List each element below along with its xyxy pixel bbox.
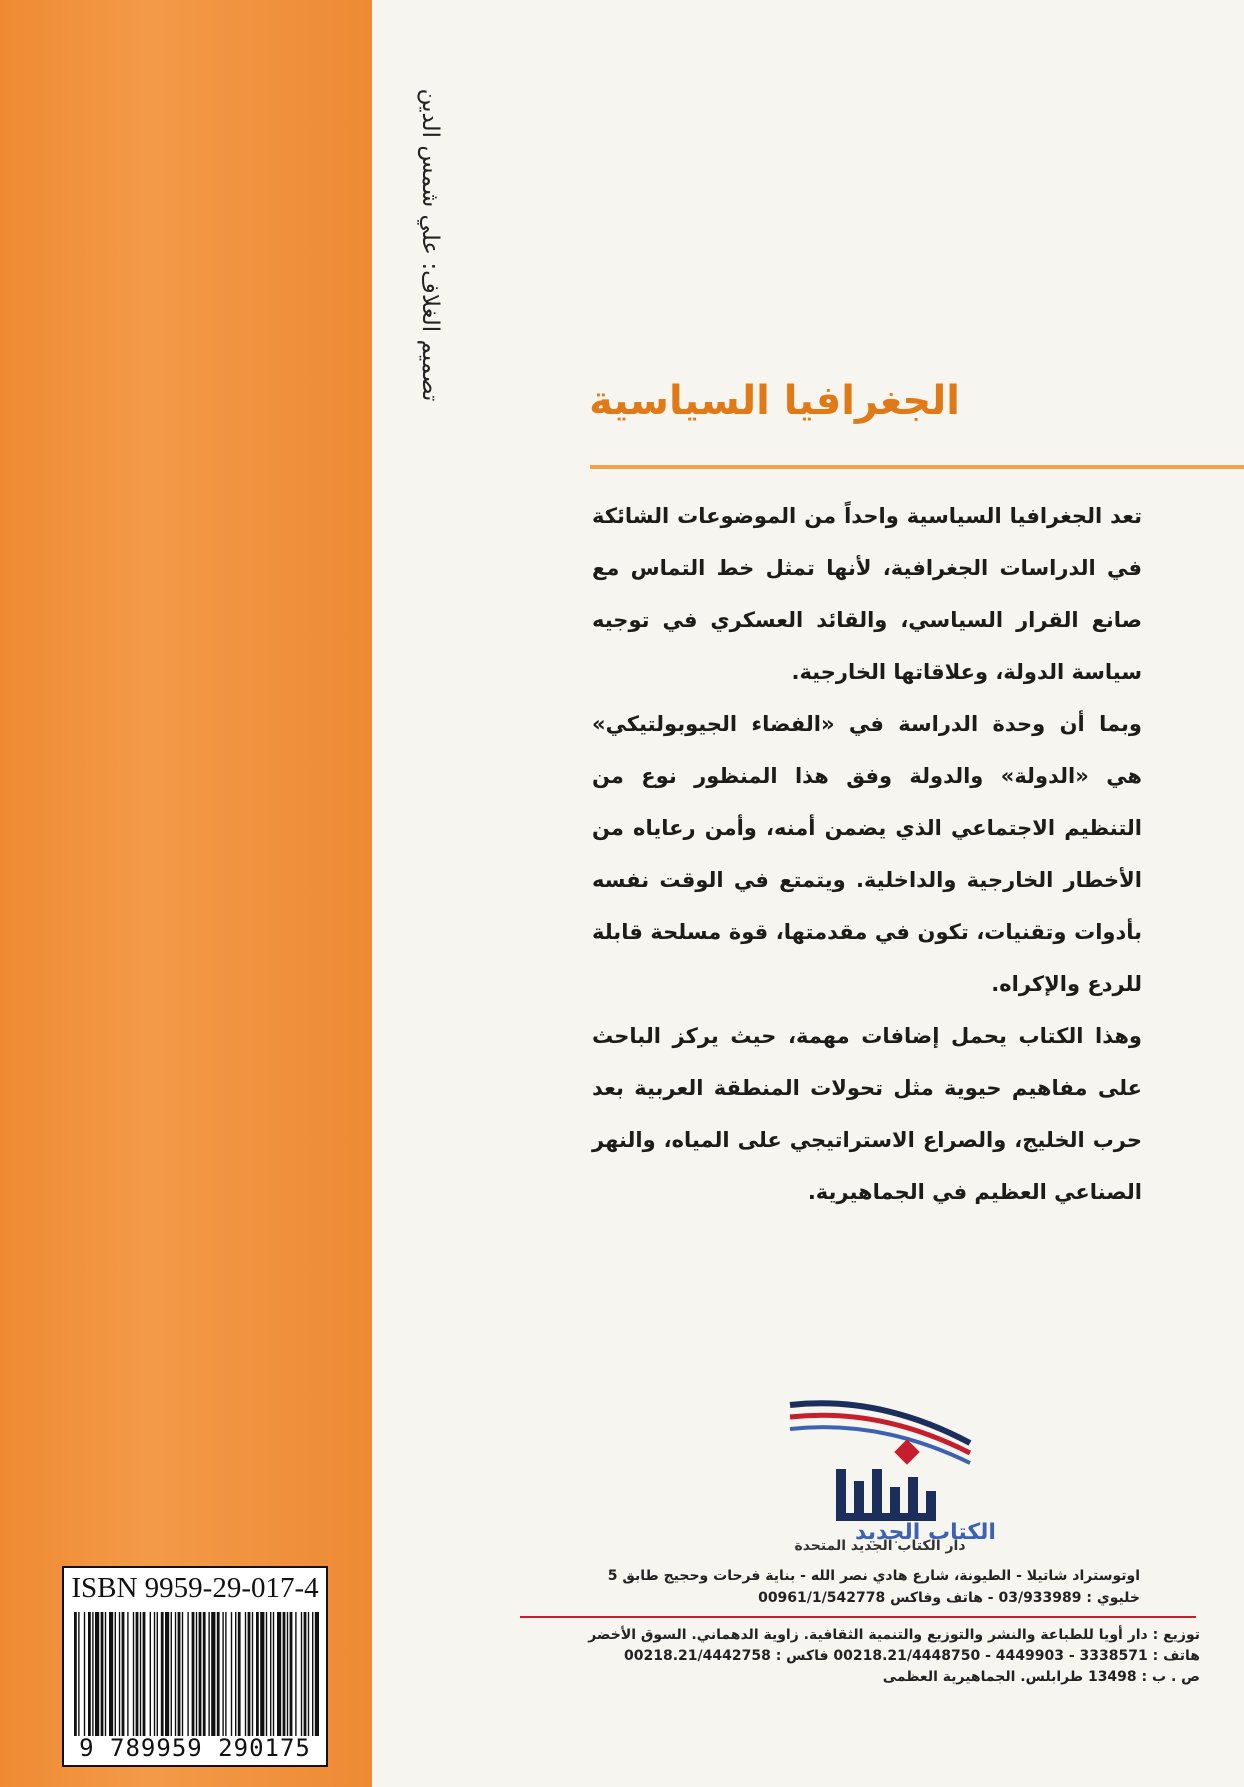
barcode-bar (308, 1612, 309, 1736)
barcode-bar (140, 1612, 141, 1736)
barcode-bar (266, 1612, 267, 1736)
distribution-info (510, 1625, 1200, 1688)
publisher-address (540, 1565, 1140, 1609)
barcode-bar (115, 1612, 116, 1736)
distribution-line: ص . ب : 13498 طرابلس. الجماهيرية العظمى (882, 1669, 1200, 1685)
barcode-bar (175, 1612, 176, 1736)
barcode-bar (178, 1612, 181, 1736)
blurb-paragraph: تعد الجغرافيا السياسية واحداً من الموضوعات الشائكة في الدراسات الجغرافية، لأنها تمثل خط التماس مع صانع القرار السياسي، والقائد العسكري في توجيه سياسة الدولة، وعلاقاتها الخارجية. (592, 504, 1142, 684)
barcode-bar (301, 1612, 302, 1736)
barcode-bar (231, 1612, 232, 1736)
barcode-bar (101, 1612, 104, 1736)
barcode-bar (211, 1612, 215, 1736)
barcode-bar (238, 1612, 241, 1736)
barcode-bar (171, 1612, 172, 1736)
barcode-bar (283, 1612, 286, 1736)
barcode-bar (127, 1612, 128, 1736)
barcode-bar (248, 1612, 251, 1736)
barcode-bar (295, 1612, 296, 1736)
barcode-bar (84, 1612, 85, 1736)
blurb-paragraph: وبما أن وحدة الدراسة في «الفضاء الجيوبولتيكي» هي «الدولة» والدولة وفق هذا المنظور نوع من التنظيم الاجتماعي الذي يضمن أمنه، وأمن رعاياه من الأخطار الخارجية والداخلية. ويتمتع في الوقت نفسه بأدوات وتقنيات، تكون في مقدمتها، قوة مسلحة قابلة للردع والإكراه. (592, 712, 1142, 996)
barcode-bar (150, 1612, 151, 1736)
barcode-bar (105, 1612, 106, 1736)
barcode-bar (315, 1612, 319, 1736)
address-line: اوتوستراد شاتيلا - الطيونة، شارع هادي نصر الله - بناية فرحات وحجيج طابق 5 (607, 1568, 1140, 1584)
barcode-bar (252, 1612, 253, 1736)
barcode-bar (88, 1612, 91, 1736)
barcode-bar (222, 1612, 223, 1736)
barcode-bar (157, 1612, 158, 1736)
barcode-bar (95, 1612, 99, 1736)
barcode-bar (260, 1612, 264, 1736)
book-blurb (592, 490, 1142, 1218)
book-title: الجغرافيا السياسية (589, 378, 960, 424)
designer-credit-text: تصميم الغلاف: علي شمس الدين (417, 88, 443, 402)
barcode-bar (74, 1612, 77, 1736)
barcode (74, 1612, 318, 1736)
barcode-bar (78, 1612, 79, 1736)
barcode-bar (154, 1612, 155, 1736)
publisher-logo-wordmark: الكتاب الجديد (855, 1520, 996, 1545)
barcode-bar (119, 1612, 120, 1736)
publisher-logo (780, 1397, 996, 1547)
barcode-bar (235, 1612, 236, 1736)
isbn-label: ISBN 9959-29-017-4 (71, 1572, 319, 1604)
barcode-bar (217, 1612, 220, 1736)
barcode-digits: 9 789959 290175 (79, 1734, 311, 1762)
barcode-bar (133, 1612, 134, 1736)
barcode-bar (277, 1612, 281, 1736)
barcode-bar (92, 1612, 93, 1736)
barcode-bar (312, 1612, 313, 1736)
barcode-bar (225, 1612, 226, 1736)
address-line: خليوي : 03/933989 - هاتف وفاكس 00961/1/542778 (758, 1590, 1140, 1606)
barcode-bar (245, 1612, 246, 1736)
title-underline (590, 465, 1244, 469)
barcode-bar (136, 1612, 139, 1736)
barcode-bar (192, 1612, 195, 1736)
barcode-bar (182, 1612, 183, 1736)
blurb-paragraph: وهذا الكتاب يحمل إضافات مهمة، حيث يركز الباحث على مفاهيم حيوية مثل تحولات المنطقة العربية بعد حرب الخليج، والصراع الاستراتيجي على المياه، والنهر الصناعي العظيم في الجماهيرية. (592, 1024, 1142, 1204)
barcode-bar (196, 1612, 197, 1736)
barcode-bar (270, 1612, 271, 1736)
barcode-bar (187, 1612, 188, 1736)
distribution-line: هاتف : 3338571 - 4449903 - 00218.21/4448750 فاكس : 00218.21/4442758 (624, 1648, 1200, 1664)
barcode-bar (165, 1612, 169, 1736)
distribution-line: توزيع : دار أويا للطباعة والنشر والتوزيع والتنمية الثقافية. زاوية الدهماني. السوق الأخضر (588, 1627, 1200, 1643)
orange-spine-band (0, 0, 372, 1787)
barcode-bar (109, 1612, 113, 1736)
barcode-bar (122, 1612, 125, 1736)
barcode-bar (208, 1612, 209, 1736)
barcode-bar (287, 1612, 288, 1736)
barcode-bar (161, 1612, 164, 1736)
barcode-bar (304, 1612, 307, 1736)
barcode-bar (273, 1612, 274, 1736)
barcode-bar (199, 1612, 202, 1736)
barcode-bar (290, 1612, 293, 1736)
barcode-bar (203, 1612, 206, 1736)
barcode-bar (143, 1612, 146, 1736)
publisher-name: دار الكتاب الجديد المتحدة (794, 1538, 966, 1554)
cover-designer-credit (395, 60, 465, 430)
barcode-bar (256, 1612, 259, 1736)
separator-rule (520, 1616, 1196, 1618)
